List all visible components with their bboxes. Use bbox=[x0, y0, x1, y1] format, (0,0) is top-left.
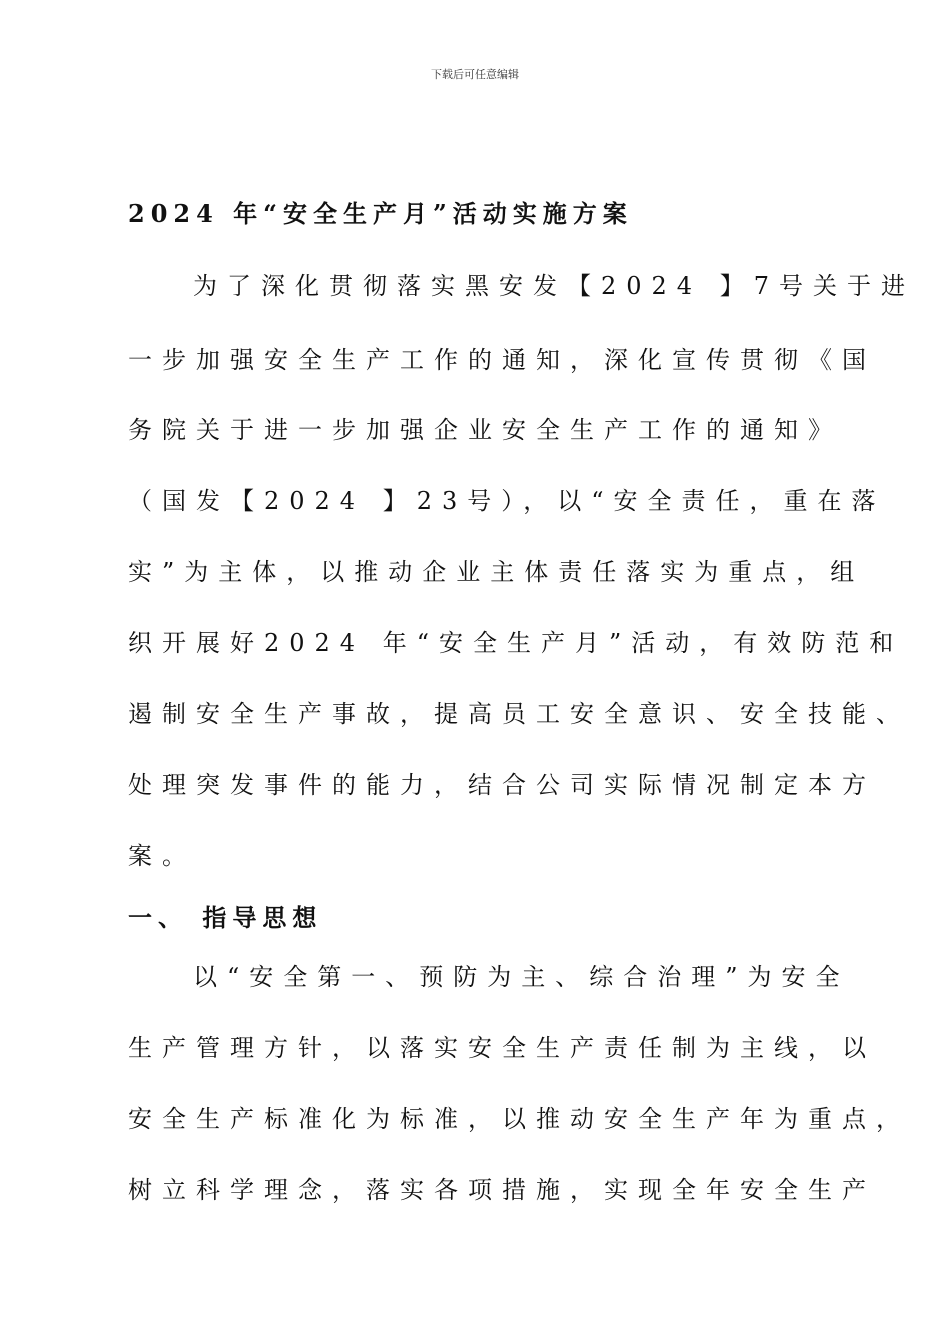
section-line: 树立科学理念，落实各项措施，实现全年安全生产 bbox=[128, 1176, 876, 1204]
intro-line: 一步加强安全生产工作的通知，深化宣传贯彻《国 bbox=[128, 346, 876, 374]
document-title: 2024 年“安全生产月”活动实施方案 bbox=[128, 199, 633, 228]
intro-line: 为了深化贯彻落实黑安发【2024 】7号关于进 bbox=[193, 272, 915, 300]
intro-line: 织开展好2024 年“安全生产月”活动，有效防范和 bbox=[128, 629, 904, 657]
section-line: 生产管理方针，以落实安全生产责任制为主线，以 bbox=[128, 1034, 876, 1062]
intro-line: 案。 bbox=[128, 842, 196, 870]
intro-line: 遏制安全生产事故，提高员工安全意识、安全技能、 bbox=[128, 700, 910, 728]
section-heading: 一、 指导思想 bbox=[128, 903, 323, 932]
section-line: 以“安全第一、预防为主、综合治理”为安全 bbox=[193, 963, 850, 991]
intro-line: 实”为主体，以推动企业主体责任落实为重点，组 bbox=[128, 558, 865, 586]
intro-line: 务院关于进一步加强企业安全生产工作的通知》 bbox=[128, 416, 842, 444]
intro-line: 处理突发事件的能力，结合公司实际情况制定本方 bbox=[128, 771, 876, 799]
intro-line: （国发【2024 】23号），以“安全责任，重在落 bbox=[128, 487, 886, 515]
page-header: 下载后可任意编辑 bbox=[431, 68, 519, 81]
section-line: 安全生产标准化为标准，以推动安全生产年为重点， bbox=[128, 1105, 910, 1133]
